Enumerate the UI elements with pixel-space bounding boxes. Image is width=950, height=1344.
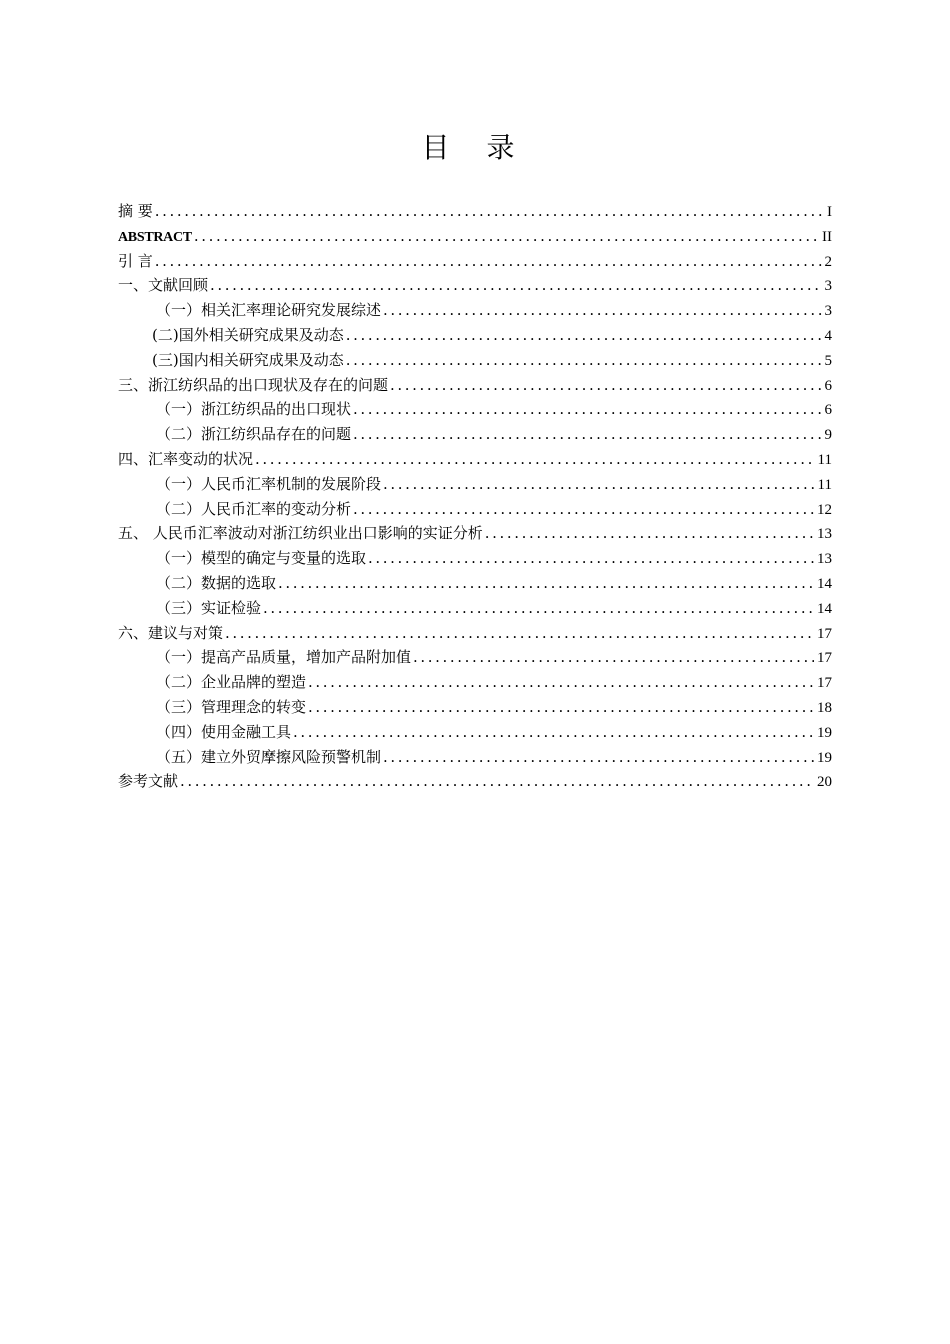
toc-entry[interactable]: [118, 273, 832, 298]
toc-entry[interactable]: [118, 397, 832, 422]
dot-leader: [383, 298, 821, 323]
toc-entry[interactable]: [118, 348, 832, 373]
dot-leader: [383, 472, 815, 497]
dot-leader: [368, 546, 814, 571]
toc-entry-label: ABSTRACT: [118, 229, 192, 245]
toc-entry-page: 12: [817, 501, 832, 518]
table-of-contents: [118, 199, 832, 794]
toc-entry-page: 17: [817, 650, 832, 667]
toc-entry[interactable]: [118, 745, 832, 770]
toc-entry-page: 11: [817, 476, 832, 493]
toc-entry-label: （一）相关汇率理论研究发展综述: [156, 301, 382, 320]
toc-entry-label: 参考文献: [118, 772, 179, 791]
toc-entry[interactable]: [118, 497, 832, 522]
toc-entry-label: （三）管理理念的转变: [156, 697, 307, 716]
toc-entry-label: (三)国内相关研究成果及动态: [152, 350, 344, 369]
toc-entry-page: 18: [817, 699, 832, 716]
dot-leader: [390, 373, 821, 398]
toc-entry-label: （四）使用金融工具: [156, 722, 292, 741]
toc-entry-page: 20: [817, 774, 832, 791]
toc-entry-page: 3: [824, 303, 832, 320]
dot-leader: [180, 769, 814, 794]
toc-entry[interactable]: [118, 571, 832, 596]
toc-entry[interactable]: [118, 373, 832, 398]
dot-leader: [413, 645, 814, 670]
dot-leader: [293, 720, 814, 745]
dot-leader: [353, 422, 821, 447]
toc-entry-label: 三、浙江纺织品的出口现状及存在的问题: [118, 375, 389, 394]
toc-entry-page: 3: [824, 278, 832, 295]
toc-entry-label: 五、 人民币汇率波动对浙江纺织业出口影响的实证分析: [118, 524, 483, 543]
toc-entry-label: （二）企业品牌的塑造: [156, 673, 307, 692]
toc-entry-label: 摘 要: [118, 202, 153, 220]
toc-entry-page: 19: [817, 724, 832, 741]
toc-entry[interactable]: [118, 670, 832, 695]
dot-leader: [263, 596, 814, 621]
toc-entry[interactable]: [118, 323, 832, 348]
dot-leader: [346, 348, 822, 373]
toc-entry[interactable]: [118, 521, 832, 546]
dot-leader: [353, 497, 814, 522]
toc-entry-label: （三）实证检验: [156, 598, 262, 617]
toc-entry-page: 6: [824, 377, 832, 394]
toc-entry-page: 9: [824, 427, 832, 444]
toc-entry[interactable]: [118, 621, 832, 646]
toc-entry-label: (二)国外相关研究成果及动态: [152, 325, 344, 344]
dot-leader: [308, 695, 814, 720]
toc-entry-page: I: [827, 204, 832, 220]
toc-entry-page: 5: [824, 352, 832, 369]
toc-entry-label: （二）浙江纺织品存在的问题: [156, 425, 352, 444]
toc-entry-label: （一）浙江纺织品的出口现状: [156, 400, 352, 419]
toc-entry-label: （一）提高产品质量，增加产品附加值: [156, 648, 412, 667]
toc-entry[interactable]: [118, 546, 832, 571]
toc-entry[interactable]: [118, 224, 832, 249]
toc-entry[interactable]: [118, 298, 832, 323]
toc-entry-label: 一、文献回顾: [118, 276, 209, 295]
toc-entry-label: （二）人民币汇率的变动分析: [156, 499, 352, 518]
toc-entry[interactable]: [118, 472, 832, 497]
toc-entry[interactable]: [118, 199, 832, 224]
dot-leader: [383, 745, 814, 770]
dot-leader: [225, 621, 814, 646]
toc-entry-label: 六、建议与对策: [118, 623, 224, 642]
toc-entry-label: 引 言: [118, 251, 153, 270]
toc-entry-page: 14: [817, 575, 832, 592]
dot-leader: [210, 273, 821, 298]
toc-entry-page: 17: [817, 675, 832, 692]
toc-entry[interactable]: [118, 249, 832, 274]
toc-entry[interactable]: [118, 720, 832, 745]
toc-entry[interactable]: [118, 596, 832, 621]
page-title: 目 录: [421, 131, 529, 164]
dot-leader: [255, 447, 815, 472]
toc-entry-label: （五）建立外贸摩擦风险预警机制: [156, 747, 382, 766]
toc-entry-page: 17: [817, 625, 832, 642]
toc-entry-page: 11: [817, 451, 832, 468]
dot-leader: [278, 571, 814, 596]
toc-entry-page: 6: [824, 402, 832, 419]
toc-entry-page: 2: [824, 253, 832, 270]
toc-entry-page: 19: [817, 749, 832, 766]
dot-leader: [485, 521, 814, 546]
dot-leader: [308, 670, 814, 695]
toc-entry-page: II: [822, 228, 832, 245]
toc-entry-page: 14: [817, 600, 832, 617]
toc-entry[interactable]: [118, 769, 832, 794]
toc-entry-label: （一）模型的确定与变量的选取: [156, 549, 367, 568]
dot-leader: [346, 323, 822, 348]
dot-leader: [155, 249, 822, 274]
toc-entry-page: 4: [824, 327, 832, 344]
dot-leader: [194, 224, 819, 249]
toc-entry[interactable]: [118, 447, 832, 472]
toc-entry[interactable]: [118, 422, 832, 447]
toc-entry-page: 13: [817, 551, 832, 568]
toc-entry-label: （二）数据的选取: [156, 573, 277, 592]
toc-entry-page: 13: [817, 526, 832, 543]
toc-entry[interactable]: [118, 645, 832, 670]
toc-entry[interactable]: [118, 695, 832, 720]
toc-entry-label: 四、汇率变动的状况: [118, 449, 254, 468]
toc-entry-label: （一）人民币汇率机制的发展阶段: [156, 474, 382, 493]
dot-leader: [155, 199, 824, 224]
dot-leader: [353, 397, 821, 422]
